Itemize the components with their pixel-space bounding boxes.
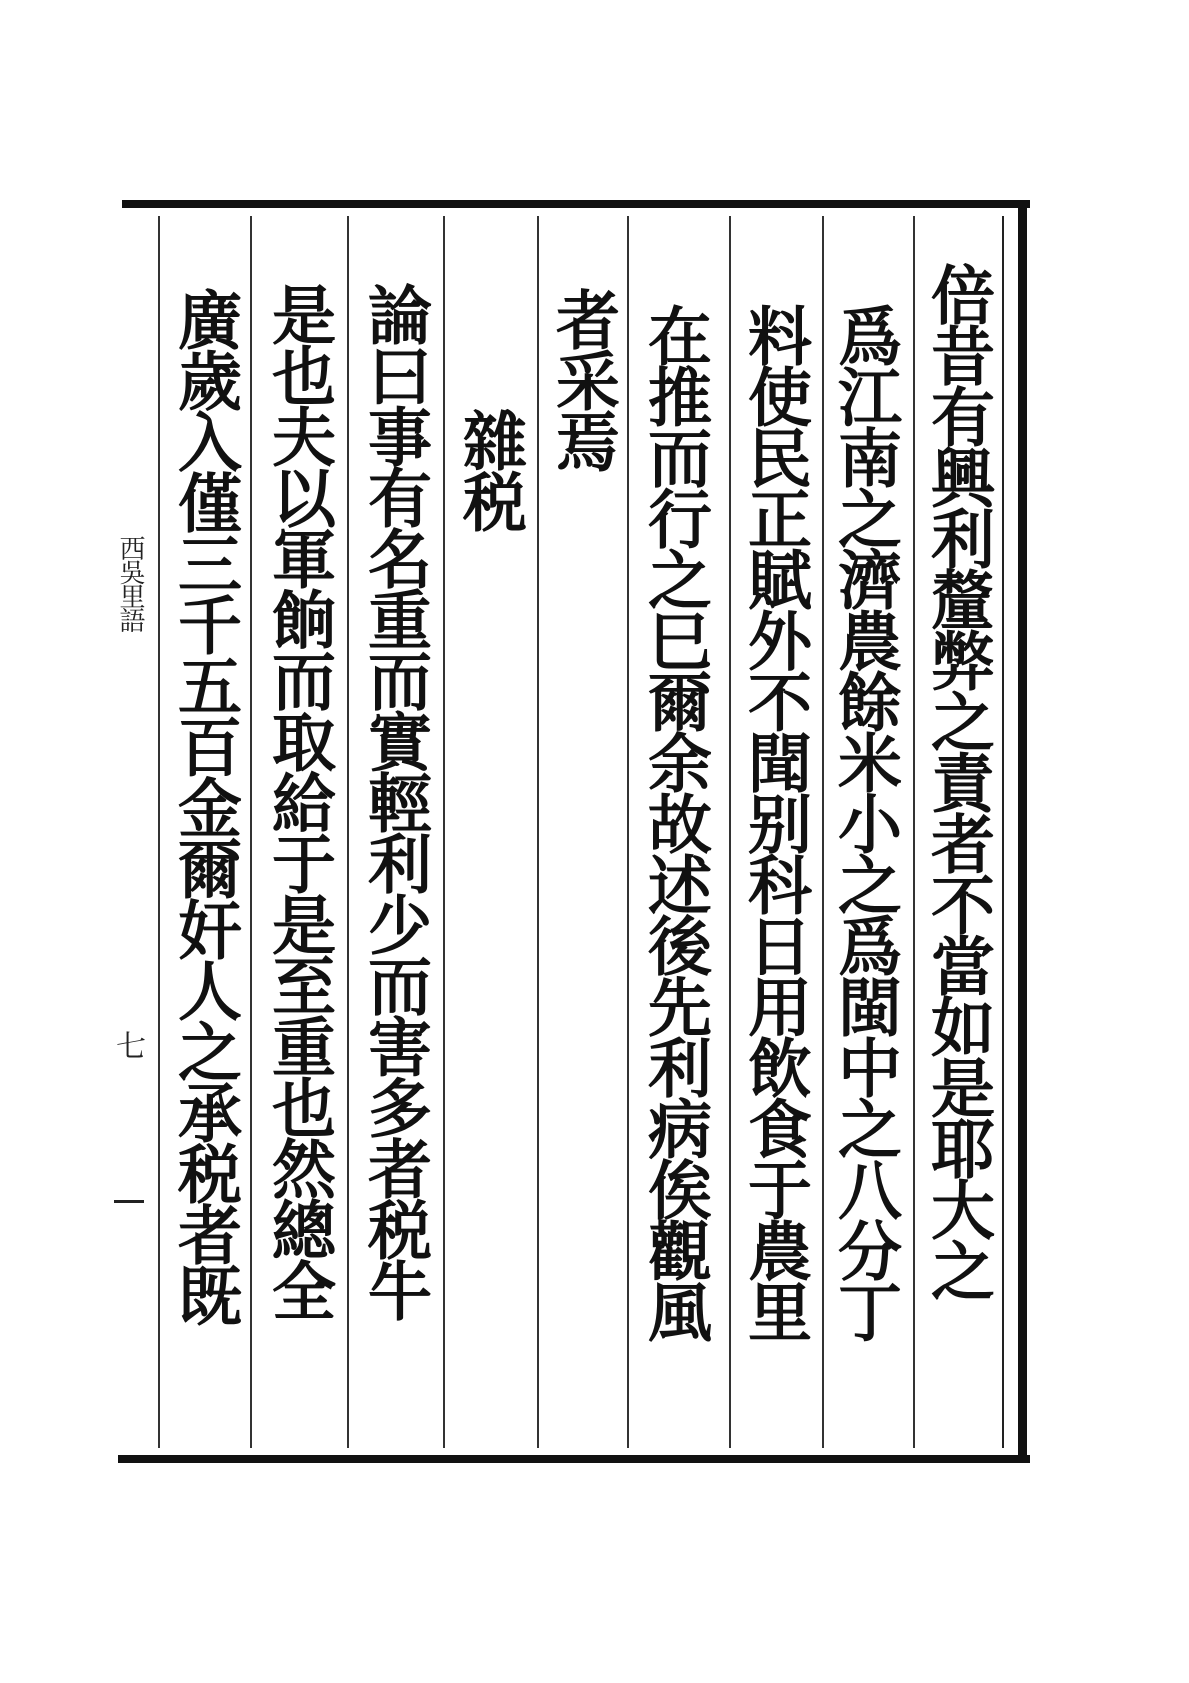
text-column-8: 是也夫以軍餉而取給于是至重也然總全 bbox=[261, 282, 336, 1319]
text-column-4: 在推而行之巳爾余故述後先利病俟觀風 bbox=[637, 303, 712, 1340]
text-column-9: 廣歲入僅三千五百金爾奸人之承税者既 bbox=[167, 287, 242, 1324]
column-divider bbox=[822, 216, 824, 1448]
frame-right-rule bbox=[1018, 200, 1027, 1463]
text-column-5: 者采焉 bbox=[545, 287, 620, 470]
column-divider bbox=[537, 216, 539, 1448]
column-divider bbox=[250, 216, 252, 1448]
frame-inner-right-rule bbox=[1002, 216, 1004, 1448]
frame-top-rule bbox=[122, 200, 1030, 208]
column-divider bbox=[347, 216, 349, 1448]
text-column-7: 論曰事有名重而實輕利少而害多者税牛 bbox=[357, 282, 432, 1319]
text-column-2: 爲江南之濟農餘米小之爲閩中之八分丁 bbox=[827, 303, 902, 1340]
column-divider bbox=[443, 216, 445, 1448]
text-column-3: 料使民正賦外不聞别科日用飲食于農里 bbox=[737, 303, 812, 1340]
text-column-1: 倍昔有興利釐弊之責者不當如是耶大之 bbox=[920, 262, 995, 1299]
frame-bottom-rule bbox=[118, 1455, 1030, 1463]
column-divider bbox=[627, 216, 629, 1448]
margin-book-title: 西吳里語 bbox=[115, 535, 145, 631]
margin-page-number: 七 bbox=[110, 1030, 145, 1056]
section-heading: 雜税 bbox=[452, 408, 527, 530]
column-divider bbox=[158, 216, 160, 1448]
margin-tick-mark bbox=[114, 1200, 144, 1203]
column-divider bbox=[913, 216, 915, 1448]
column-divider bbox=[729, 216, 731, 1448]
